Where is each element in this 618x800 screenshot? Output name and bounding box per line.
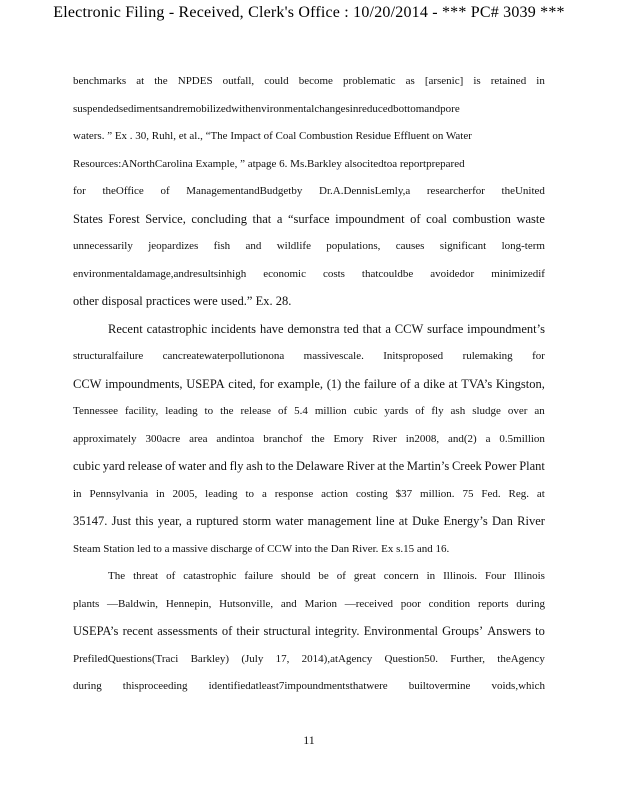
- word: at: [398, 514, 408, 528]
- word: structuralfailure: [73, 350, 144, 362]
- word: water: [178, 459, 207, 473]
- word: 2005,: [172, 487, 198, 500]
- word: should: [281, 570, 311, 582]
- word: integrity.: [314, 624, 360, 638]
- word: (1): [326, 376, 342, 391]
- word: The: [108, 570, 126, 582]
- word: catastrophic: [146, 321, 208, 336]
- word: ted: [343, 321, 359, 336]
- word: could: [264, 75, 289, 87]
- word: Creek: [451, 459, 482, 473]
- word: thisproceeding: [122, 680, 188, 692]
- word: Further,: [450, 652, 485, 665]
- word: fish: [213, 240, 231, 252]
- word: facility,: [125, 405, 159, 417]
- word: [arsenic]: [424, 75, 464, 87]
- text-line: [73, 233, 545, 261]
- word: retained: [490, 75, 527, 87]
- word: catastrophic: [183, 570, 237, 582]
- word: is: [473, 75, 481, 87]
- word: the: [220, 405, 234, 417]
- word: as: [405, 75, 415, 87]
- word: River: [372, 432, 397, 445]
- word: 75: [462, 487, 474, 500]
- word: populations,: [326, 240, 381, 252]
- word: Dan: [492, 514, 513, 528]
- word: massivescale.: [303, 350, 364, 362]
- word: action: [321, 487, 349, 500]
- word: in: [156, 487, 165, 500]
- word: identifiedatleast7impoundmentsthatwere: [208, 680, 388, 692]
- text-line: Resources:ANorthCarolina Example, ” atpage 6. Ms.Barkley alsocitedtoa reportprepared: [73, 157, 465, 170]
- word: Marion: [304, 597, 337, 610]
- text-line: [73, 68, 545, 96]
- word: at: [448, 376, 458, 391]
- word: voids,which: [491, 680, 545, 692]
- word: the: [388, 459, 405, 473]
- word: at: [536, 487, 545, 500]
- text-line: waters. ” Ex . 30, Ruhl, et al., “The Impact of Coal Combustion Residue Effluent on Water: [73, 130, 472, 142]
- word: Forest: [108, 211, 140, 226]
- word: 0.5million: [499, 432, 545, 445]
- word: rulemaking: [462, 350, 513, 362]
- word: theAgency: [497, 652, 545, 665]
- word: Just: [111, 514, 132, 528]
- word: cited,: [228, 376, 256, 391]
- word: Power: [484, 459, 517, 473]
- word: in2008,: [405, 432, 440, 445]
- word: CCW: [394, 321, 424, 336]
- word: Martin’s: [406, 459, 450, 473]
- word: jeopardizes: [148, 240, 199, 252]
- word: 300acre: [145, 432, 181, 445]
- word: a: [385, 321, 391, 336]
- word: sludge: [472, 405, 501, 417]
- word: Fed.: [481, 487, 501, 500]
- word: coal: [426, 211, 447, 226]
- word: their: [236, 624, 260, 638]
- word: approximately: [73, 432, 137, 445]
- word: Hutsonville,: [219, 597, 274, 610]
- word: NPDES: [177, 75, 213, 87]
- word: the: [278, 459, 294, 473]
- word: of: [166, 570, 176, 582]
- word: that: [252, 211, 272, 226]
- word: River: [517, 514, 545, 528]
- word: concern: [383, 570, 419, 582]
- word: a: [276, 211, 283, 226]
- word: structural: [263, 624, 311, 638]
- word: Duke: [412, 514, 440, 528]
- word: Initsproposed: [383, 350, 444, 362]
- word: during: [516, 597, 545, 610]
- word: PrefiledQuestions(Traci: [73, 652, 179, 665]
- word: problematic: [342, 75, 396, 87]
- word: USEPA’s: [73, 624, 119, 638]
- text-line: Steam Station led to a massive discharge of CCW into the Dan River. Ex s.15 and 16.: [73, 542, 450, 555]
- word: Barkley): [190, 652, 230, 665]
- word: for: [259, 376, 274, 391]
- text-line: [73, 618, 545, 646]
- word: Environmental: [363, 624, 438, 638]
- word: leading: [165, 405, 198, 417]
- word: cancreatewaterpollutionona: [162, 350, 285, 362]
- word: significant: [439, 240, 487, 252]
- word: line: [375, 514, 395, 528]
- word: 17,: [275, 652, 290, 665]
- text-line: other disposal practices were used.” Ex. 28.: [73, 294, 292, 308]
- word: at: [377, 459, 387, 473]
- word: storm: [242, 514, 272, 528]
- word: management: [307, 514, 372, 528]
- word: branchof: [263, 432, 303, 445]
- word: USEPA: [186, 376, 225, 391]
- word: economic: [263, 267, 306, 280]
- word: —received: [344, 597, 393, 610]
- word: during: [73, 680, 102, 692]
- word: at: [136, 75, 145, 87]
- text-line: [73, 426, 545, 454]
- word: to: [265, 459, 276, 473]
- word: Groups’: [442, 624, 484, 638]
- word: Answers: [487, 624, 532, 638]
- word: “surface: [287, 211, 330, 226]
- word: Hennepin,: [165, 597, 212, 610]
- word: to: [535, 624, 545, 638]
- word: release: [127, 459, 163, 473]
- text-line: [73, 453, 545, 481]
- word: Question50.: [384, 652, 438, 665]
- word: Delaware: [296, 459, 344, 473]
- word: theOffice: [102, 185, 144, 197]
- word: dike: [423, 376, 445, 391]
- word: great: [353, 570, 376, 582]
- word: leading: [205, 487, 238, 500]
- word: waste: [516, 211, 545, 226]
- text-line: [73, 563, 545, 591]
- word: response: [274, 487, 314, 500]
- word: the: [344, 376, 361, 391]
- word: cubic: [73, 459, 101, 473]
- word: that: [362, 321, 382, 336]
- word: poor: [400, 597, 421, 610]
- word: and: [208, 459, 227, 473]
- word: Recent: [108, 321, 143, 336]
- word: costing: [355, 487, 388, 500]
- word: Emory: [333, 432, 364, 445]
- text-line: suspendedsedimentsandremobilizedwithenvironmentalchangesinreducedbottomandpore: [73, 102, 460, 115]
- word: CCW: [73, 376, 102, 391]
- word: example,: [277, 376, 324, 391]
- word: ash: [246, 459, 263, 473]
- word: River: [346, 459, 375, 473]
- word: to: [204, 405, 214, 417]
- word: unnecessarily: [73, 240, 133, 252]
- word: Plant: [519, 459, 545, 473]
- text-line: [73, 178, 545, 206]
- word: fly: [229, 459, 244, 473]
- word: over: [507, 405, 528, 417]
- word: Illinois.: [443, 570, 478, 582]
- word: and: [245, 240, 262, 252]
- word: environmentaldamage,andresultsinhigh: [73, 267, 247, 280]
- word: benchmarks: [73, 75, 127, 87]
- word: 35147.: [73, 514, 108, 528]
- word: water: [275, 514, 304, 528]
- word: demonstra: [287, 321, 340, 336]
- text-line: [73, 343, 545, 371]
- word: impoundments,: [105, 376, 183, 391]
- word: —Baldwin,: [107, 597, 159, 610]
- word: in: [73, 487, 82, 500]
- body-text: [73, 68, 545, 701]
- word: avoidedor: [430, 267, 475, 280]
- word: reports: [477, 597, 509, 610]
- word: million: [314, 405, 347, 417]
- word: long-term: [501, 240, 545, 252]
- word: impoundment: [335, 211, 405, 226]
- word: this: [135, 514, 154, 528]
- word: an: [534, 405, 545, 417]
- word: of: [415, 405, 425, 417]
- word: assessments: [157, 624, 218, 638]
- word: of: [336, 570, 346, 582]
- word: builtovermine: [408, 680, 471, 692]
- text-line: [73, 398, 545, 426]
- word: threat: [133, 570, 159, 582]
- word: million.: [420, 487, 455, 500]
- word: year,: [157, 514, 182, 528]
- word: ManagementandBudgetby: [186, 185, 303, 197]
- word: outfall,: [222, 75, 255, 87]
- word: ash: [450, 405, 466, 417]
- word: ruptured: [196, 514, 239, 528]
- text-line: [73, 508, 545, 536]
- word: the: [154, 75, 168, 87]
- word: Pennsylvania: [89, 487, 149, 500]
- word: (July: [241, 652, 264, 665]
- word: Service,: [145, 211, 186, 226]
- text-line: [73, 646, 545, 674]
- word: Tennessee: [73, 405, 119, 417]
- word: have: [259, 321, 284, 336]
- word: of: [410, 211, 421, 226]
- word: a: [261, 487, 267, 500]
- word: and: [280, 597, 297, 610]
- word: and(2): [447, 432, 477, 445]
- word: Kingston,: [495, 376, 545, 391]
- text-line: [73, 206, 545, 234]
- word: for: [532, 350, 545, 362]
- word: a: [186, 514, 192, 528]
- word: impoundment’s: [467, 321, 545, 336]
- word: combustion: [452, 211, 511, 226]
- word: in: [426, 570, 436, 582]
- word: thatcouldbe: [361, 267, 414, 280]
- word: of: [221, 624, 233, 638]
- word: yard: [102, 459, 126, 473]
- word: researcherfor: [426, 185, 485, 197]
- text-line: [73, 481, 545, 509]
- word: cubic: [353, 405, 378, 417]
- word: condition: [428, 597, 471, 610]
- word: failure: [363, 376, 397, 391]
- word: States: [73, 211, 103, 226]
- word: causes: [395, 240, 425, 252]
- word: a: [414, 376, 420, 391]
- word: failure: [244, 570, 274, 582]
- word: Reg.: [508, 487, 530, 500]
- text-line: [73, 673, 545, 701]
- page-number: 11: [303, 733, 315, 747]
- word: of: [165, 459, 176, 473]
- text-line: [73, 591, 545, 619]
- word: be: [318, 570, 329, 582]
- word: of: [160, 185, 170, 197]
- text-line: [73, 261, 545, 289]
- word: 2014),atAgency: [301, 652, 373, 665]
- word: 5.4: [294, 405, 308, 417]
- word: to: [245, 487, 255, 500]
- word: costs: [322, 267, 345, 280]
- word: yards: [384, 405, 409, 417]
- word: of: [278, 405, 288, 417]
- word: the: [311, 432, 325, 445]
- word: surface: [427, 321, 464, 336]
- word: Four: [485, 570, 506, 582]
- word: recent: [122, 624, 154, 638]
- word: area: [189, 432, 208, 445]
- word: Energy’s: [443, 514, 488, 528]
- word: $37: [395, 487, 413, 500]
- word: minimizedif: [491, 267, 545, 280]
- word: plants: [73, 597, 100, 610]
- word: concluding: [191, 211, 247, 226]
- word: a: [485, 432, 491, 445]
- word: in: [536, 75, 545, 87]
- word: fly: [431, 405, 444, 417]
- word: theUnited: [501, 185, 545, 197]
- word: TVA’s: [461, 376, 493, 391]
- word: wildlife: [276, 240, 311, 252]
- filing-header: Electronic Filing - Received, Clerk's Office : 10/20/2014 - *** PC# 3039 ***: [53, 4, 565, 21]
- word: become: [298, 75, 333, 87]
- word: Dr.A.DennisLemly,a: [319, 185, 411, 197]
- word: incidents: [210, 321, 257, 336]
- word: andintoa: [216, 432, 255, 445]
- text-line: [73, 316, 545, 344]
- word: for: [73, 185, 86, 197]
- word: Illinois: [513, 570, 545, 582]
- word: release: [240, 405, 272, 417]
- word: of: [400, 376, 411, 391]
- text-line: [73, 371, 545, 399]
